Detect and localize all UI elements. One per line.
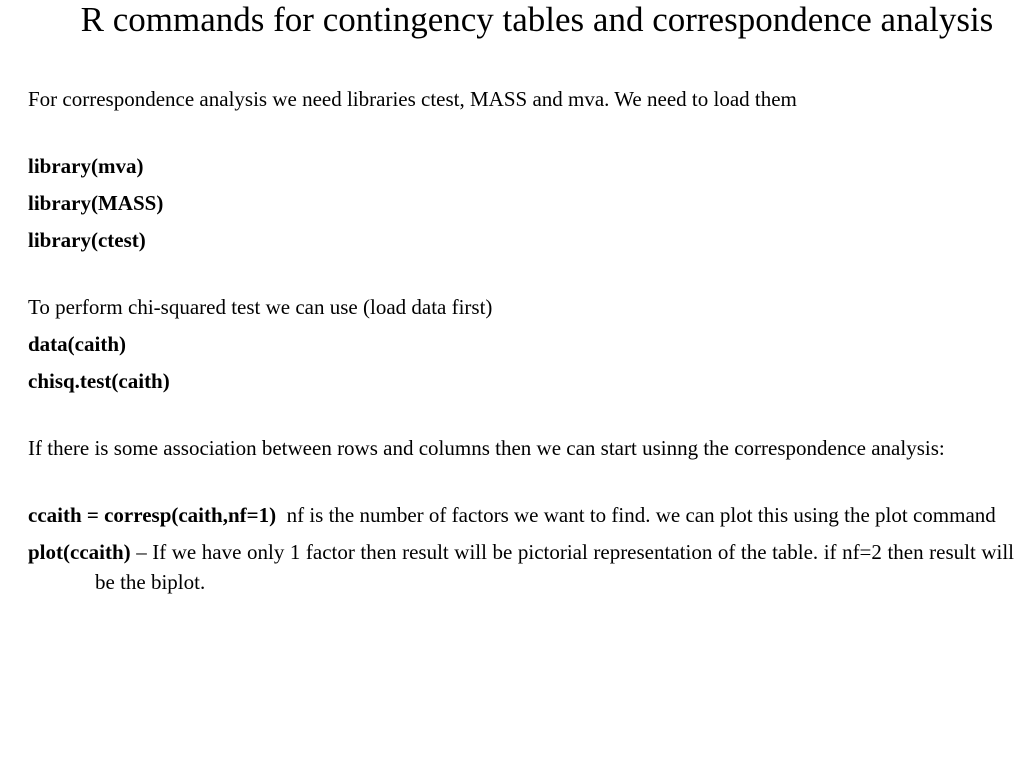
intro-text: For correspondence analysis we need libraries ctest, MASS and mva. We need to load them xyxy=(28,87,797,111)
corresp-paragraph xyxy=(28,500,1014,530)
chisq-test-command: chisq.test(caith) xyxy=(28,369,170,393)
slide-body xyxy=(28,84,1014,604)
slide-title: R commands for contingency tables and correspondence analysis xyxy=(80,0,994,39)
plot-command: plot(ccaith) xyxy=(28,540,131,564)
corresp-command: ccaith = corresp(caith,nf=1) xyxy=(28,503,277,527)
spacer xyxy=(28,121,1014,151)
spacer xyxy=(28,470,1014,500)
library-ctest-command: library(ctest) xyxy=(28,228,146,252)
plot-paragraph xyxy=(28,537,1014,597)
plot-description: – If we have only 1 factor then result will be pictorial representation of the table. if nf=2 then result will be the biplot. xyxy=(95,540,1015,594)
library-mass-command: library(MASS) xyxy=(28,191,164,215)
library-mva-command: library(mva) xyxy=(28,154,144,178)
spacer xyxy=(28,403,1014,433)
chisq-intro-text: To perform chi-squared test we can use (load data first) xyxy=(28,295,493,319)
corresp-description: nf is the number of factors we want to find. we can plot this using the plot command xyxy=(286,503,996,527)
spacer xyxy=(28,262,1014,292)
data-caith-command: data(caith) xyxy=(28,332,126,356)
association-text: If there is some association between rows and columns then we can start usinng the correspondence analysis: xyxy=(28,436,945,460)
